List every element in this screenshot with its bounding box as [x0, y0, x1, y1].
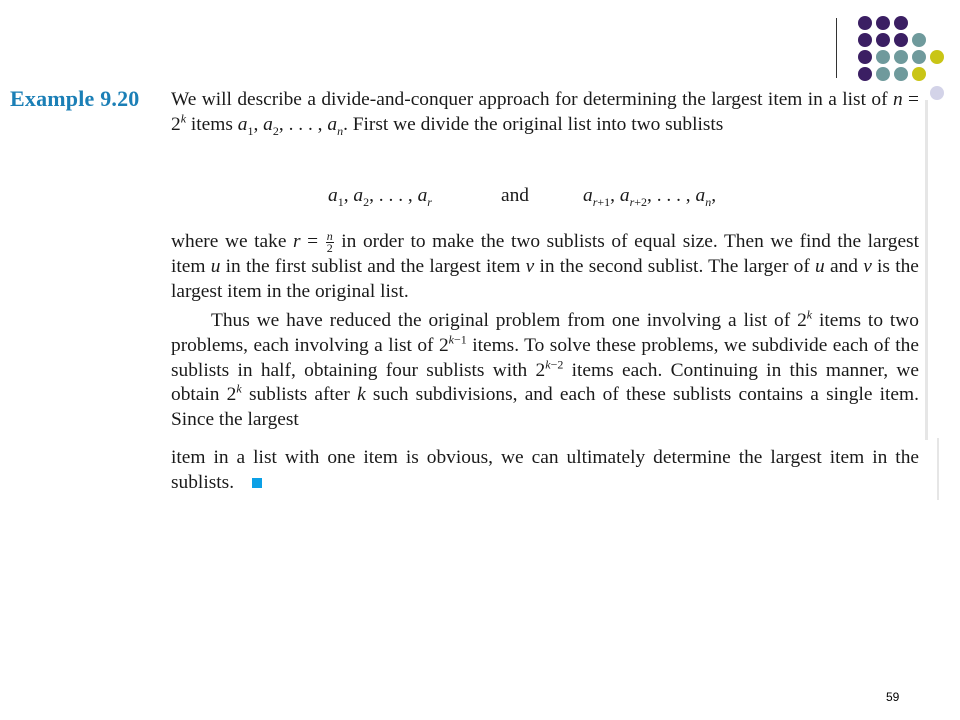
- dot-icon: [912, 67, 926, 81]
- dot-icon: [876, 33, 890, 47]
- dot-icon: [912, 50, 926, 64]
- paragraph-split: where we take r = $\frac{n}{2}$ in order to make the two sublists of equal size. Then we find the largest item u in the first sublist and the largest item v in the second sublist. The larger of u and v is the largest item in the original list.: [171, 229, 919, 302]
- paragraph-intro: We will describe a divide-and-conquer approach for determining the largest item in a list of $n = 2^k$ items $a_1$, $a_2$, . . . , $a_n$. First we divide the original list into two sublists: [171, 89, 919, 138]
- dot-icon: [858, 33, 872, 47]
- display-conjunction: and: [501, 185, 529, 206]
- fraction-n-over-2: $\frac{n}{2}$: [326, 229, 333, 256]
- dot-icon: [930, 86, 944, 100]
- paragraph-conclusion: item in a list with one item is obvious, we can ultimately determine the largest item in the sublists.: [171, 447, 919, 493]
- page-number: 59: [886, 690, 900, 704]
- dot-icon: [912, 33, 926, 47]
- dot-icon: [876, 50, 890, 64]
- dot-icon: [894, 16, 908, 30]
- second-sublist: $a_{r+1}$, $a_{r+2}$, . . . , $a_n$,: [583, 185, 717, 209]
- qed-square-icon: [252, 478, 262, 488]
- first-sublist: $a_1$, $a_2$, . . . , $a_r$: [328, 185, 432, 209]
- scan-edge: [925, 100, 928, 440]
- dot-icon: [858, 16, 872, 30]
- dot-icon: [894, 33, 908, 47]
- dot-icon: [858, 50, 872, 64]
- header-divider: [836, 18, 837, 78]
- dot-icon: [876, 16, 890, 30]
- dot-icon: [894, 50, 908, 64]
- dot-icon: [876, 67, 890, 81]
- dot-icon: [894, 67, 908, 81]
- dot-icon: [858, 67, 872, 81]
- scan-edge: [937, 438, 939, 500]
- example-heading: Example 9.20: [10, 86, 140, 111]
- dot-icon: [930, 50, 944, 64]
- paragraph-reduction: Thus we have reduced the original problem from one involving a list of 2$^k$ items to two problems, each involving a list of $2^{k-1}$ items. To solve these problems, we subdivide each of the sublists in half, obtaining four sublists with $2^{k-2}$ items each. Continuing in this manner, we obtain 2$^k$ sublists after k such subdivisions, and each of these sublists contains a single item. Since the largest: [171, 307, 919, 431]
